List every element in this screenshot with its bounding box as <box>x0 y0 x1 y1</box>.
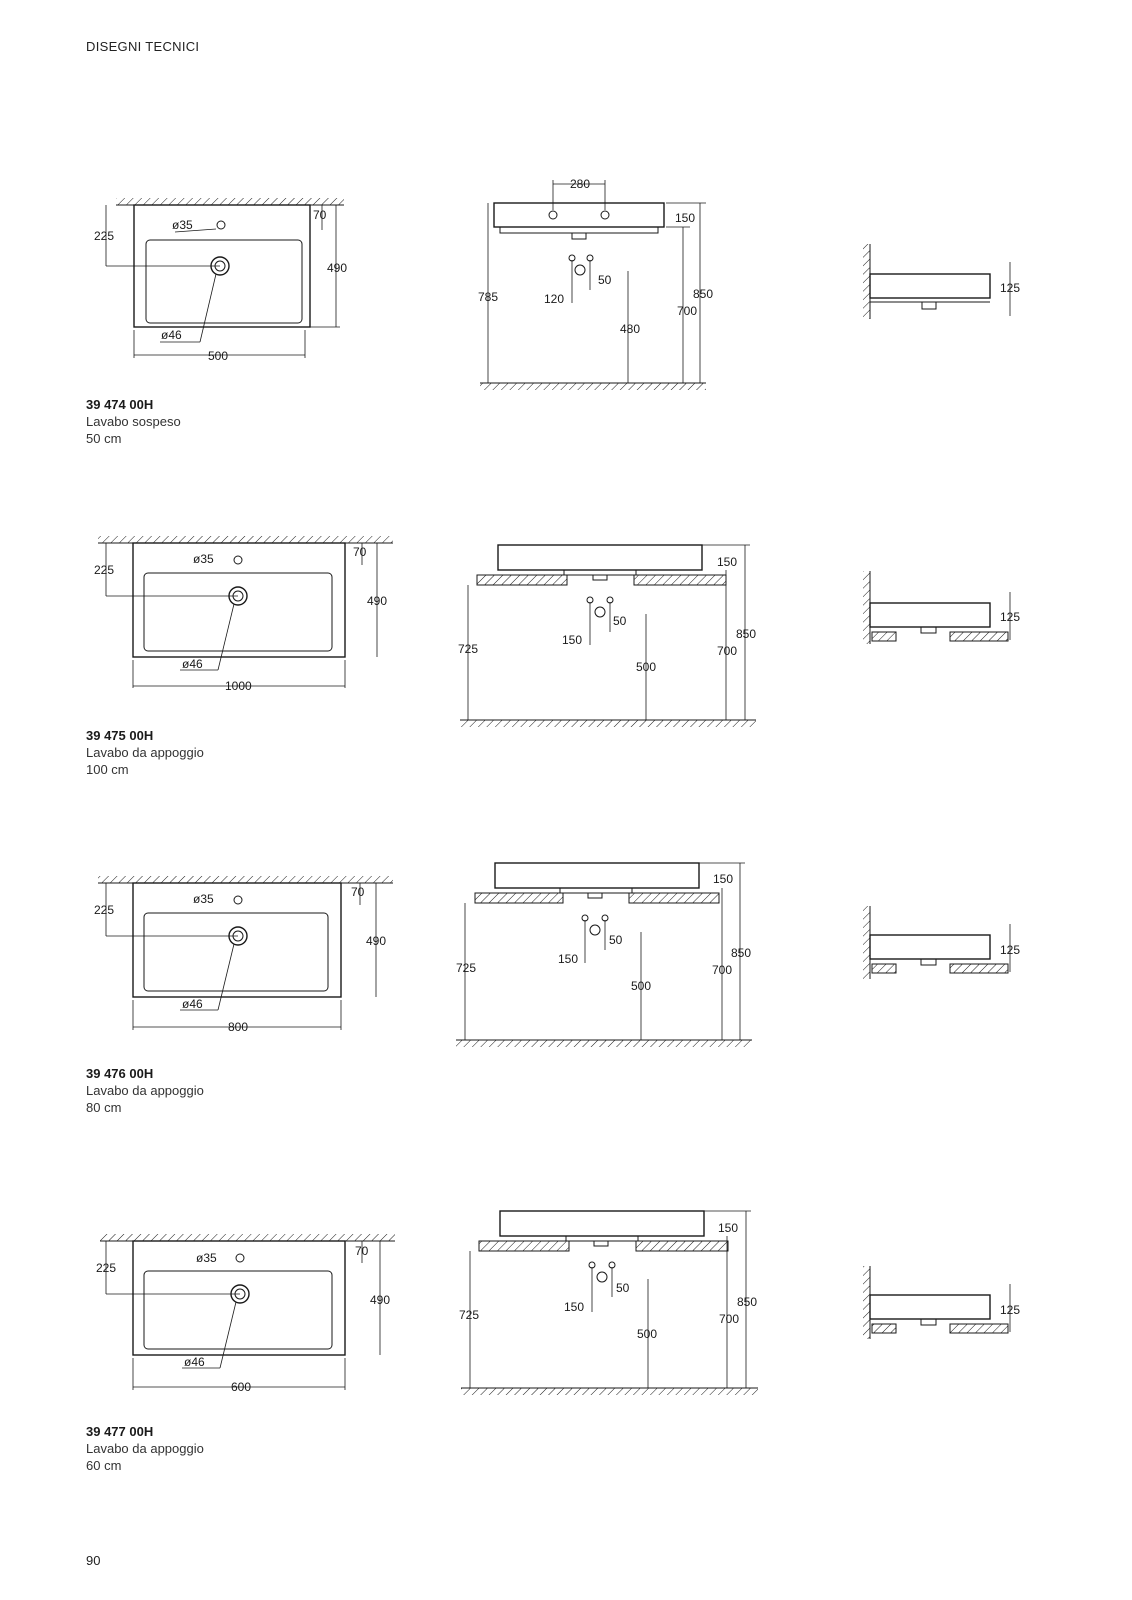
product-2-front-view <box>458 545 756 727</box>
product-code: 39 476 00H <box>86 1066 154 1081</box>
p3-front-trap-depth: 50 <box>609 933 623 947</box>
p4-front-trap-depth: 50 <box>616 1281 630 1295</box>
p1-front-bowl-height: 150 <box>675 211 696 225</box>
p4-top-back: 70 <box>355 1244 369 1258</box>
p4-front-waste-height: 500 <box>637 1327 658 1341</box>
p1-front-trap-offset: 120 <box>544 292 565 306</box>
p4-front-supply-height: 700 <box>719 1312 740 1326</box>
p3-top-depth: 490 <box>366 934 387 948</box>
p1-front-waste-height: 480 <box>620 322 641 336</box>
p4-top-depth: 490 <box>370 1293 391 1307</box>
product-description: Lavabo da appoggio <box>86 745 204 760</box>
p2-top-back: 70 <box>353 545 367 559</box>
product-description: Lavabo da appoggio <box>86 1441 204 1456</box>
p1-front-trap-depth: 50 <box>598 273 612 287</box>
p1-front-tap-spacing: 280 <box>570 177 591 191</box>
p1-top-width: 500 <box>208 349 229 363</box>
product-3-top-view <box>94 876 393 1034</box>
p2-front-counter-height: 725 <box>458 642 479 656</box>
p1-top-depth: 490 <box>327 261 348 275</box>
p2-front-bowl-height: 150 <box>717 555 738 569</box>
product-3-front-view <box>456 863 752 1047</box>
product-code: 39 474 00H <box>86 397 154 412</box>
product-description: Lavabo da appoggio <box>86 1083 204 1098</box>
p3-front-trap-offset: 150 <box>558 952 579 966</box>
page-number: 90 <box>86 1553 101 1568</box>
product-4-top-view <box>96 1234 395 1394</box>
p4-top-width: 600 <box>231 1380 252 1394</box>
product-caption <box>86 1065 204 1116</box>
p2-top-tap-hole: ø35 <box>193 552 214 566</box>
product-code: 39 475 00H <box>86 728 154 743</box>
p4-front-counter-height: 725 <box>459 1308 480 1322</box>
p3-front-supply-height: 700 <box>712 963 733 977</box>
p4-front-top-height: 850 <box>737 1295 758 1309</box>
p3-top-drain: ø46 <box>182 997 203 1011</box>
p4-side-height: 125 <box>1000 1303 1021 1317</box>
product-size: 50 cm <box>86 431 122 446</box>
p3-top-back: 70 <box>351 885 365 899</box>
product-caption <box>86 1423 204 1474</box>
product-4-side-view <box>863 1266 1020 1339</box>
p1-top-tap-hole: ø35 <box>172 218 193 232</box>
product-size: 80 cm <box>86 1100 122 1115</box>
p1-side-height: 125 <box>1000 281 1021 295</box>
product-4-front-view <box>459 1211 758 1395</box>
p1-top-drain: ø46 <box>161 328 182 342</box>
p4-top-tap-hole: ø35 <box>196 1251 217 1265</box>
p2-front-supply-height: 700 <box>717 644 738 658</box>
product-size: 100 cm <box>86 762 129 777</box>
p4-front-bowl-height: 150 <box>718 1221 739 1235</box>
p2-top-drain: ø46 <box>182 657 203 671</box>
product-2-side-view <box>863 571 1020 644</box>
product-size: 60 cm <box>86 1458 122 1473</box>
product-1-top-view <box>94 198 347 363</box>
p4-front-trap-offset: 150 <box>564 1300 585 1314</box>
p3-top-width: 800 <box>228 1020 249 1034</box>
p2-front-waste-height: 500 <box>636 660 657 674</box>
p3-top-tap-hole: ø35 <box>193 892 214 906</box>
p2-front-trap-depth: 50 <box>613 614 627 628</box>
p3-top-tap-offset: 225 <box>94 903 115 917</box>
p1-front-bottom-height: 785 <box>478 290 499 304</box>
p4-top-drain: ø46 <box>184 1355 205 1369</box>
product-description: Lavabo sospeso <box>86 414 181 429</box>
product-3-side-view <box>863 906 1020 979</box>
p4-top-tap-offset: 225 <box>96 1261 117 1275</box>
p1-top-tap-offset: 225 <box>94 229 115 243</box>
p1-front-top-height: 850 <box>693 287 714 301</box>
p2-front-trap-offset: 150 <box>562 633 583 647</box>
page-header: DISEGNI TECNICI <box>86 39 200 54</box>
p3-front-counter-height: 725 <box>456 961 477 975</box>
p2-top-depth: 490 <box>367 594 388 608</box>
product-1-side-view <box>863 244 1020 319</box>
product-caption <box>86 396 181 447</box>
p2-top-width: 1000 <box>225 679 252 693</box>
p2-top-tap-offset: 225 <box>94 563 115 577</box>
p2-side-height: 125 <box>1000 610 1021 624</box>
product-code: 39 477 00H <box>86 1424 154 1439</box>
p3-front-bowl-height: 150 <box>713 872 734 886</box>
product-2-top-view <box>94 536 393 693</box>
product-1-front-view <box>478 177 713 390</box>
product-caption <box>86 727 204 778</box>
p3-front-waste-height: 500 <box>631 979 652 993</box>
p3-side-height: 125 <box>1000 943 1021 957</box>
p3-front-top-height: 850 <box>731 946 752 960</box>
p1-front-supply-height: 700 <box>677 304 698 318</box>
p2-front-top-height: 850 <box>736 627 757 641</box>
p1-top-back: 70 <box>313 208 327 222</box>
